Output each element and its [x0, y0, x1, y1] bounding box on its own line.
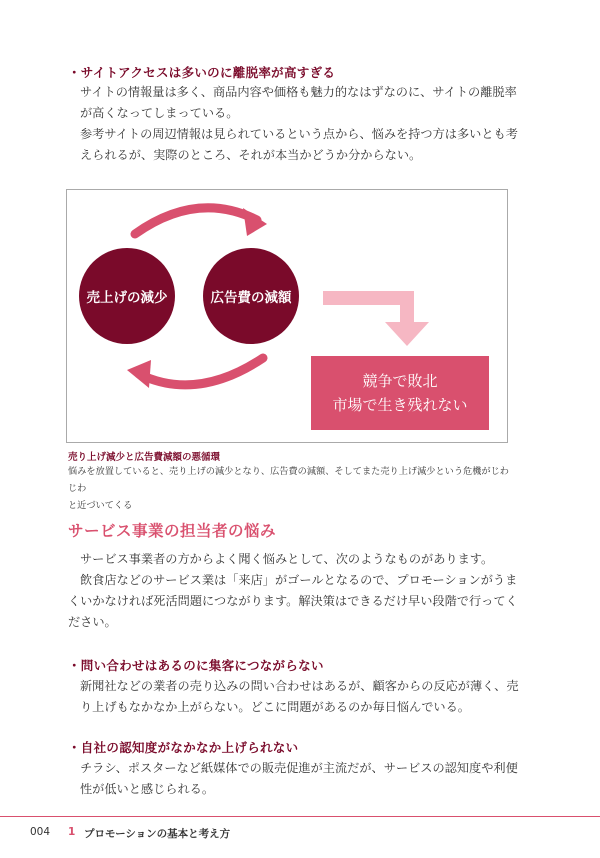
text-line: サービス事業者の方からよく聞く悩みとして、次のようなものがあります。: [80, 552, 494, 566]
chapter-number: 1: [68, 826, 76, 838]
text-line: 参考サイトの周辺情報は見られているという点から、悩みを持つ方は多いとも考: [80, 127, 518, 141]
text-line: チラシ、ポスターなど紙媒体での販売促進が主流だが、サービスの認知度や利便: [80, 761, 518, 775]
text-line: が高くなってしまっている。: [80, 106, 239, 120]
text-line: ださい。: [68, 615, 117, 629]
page-number: 004: [30, 826, 51, 838]
result-line-1: 競争で敗北: [362, 372, 438, 390]
vicious-cycle-figure: [66, 189, 508, 443]
result-box: [311, 356, 489, 430]
caption-line: 悩みを放置していると、売り上げの減少となり、広告費の減額、そしてまた売り上げ減少という危機がじわじわ: [68, 466, 509, 494]
text-line: 性が低いと感じられる。: [80, 782, 215, 796]
figure-caption-text: [68, 463, 518, 514]
bullet-heading-awareness: ・自社の認知度がなかなか上げられない: [68, 740, 299, 755]
text-line: えられるが、実際のところ、それが本当かどうか分からない。: [80, 148, 422, 162]
bottom-cycle-arrow: [139, 358, 263, 385]
section1-body: [80, 82, 520, 166]
bullet-heading-site-access: ・サイトアクセスは多いのに離脱率が高すぎる: [68, 65, 336, 80]
result-line-2: 市場で生き残れない: [332, 396, 468, 414]
bullet2-body: [80, 676, 520, 718]
text-line: 飲食店などのサービス業は「来店」がゴールとなるので、プロモーションがうま: [80, 573, 518, 587]
section2-body: [68, 549, 518, 633]
text-line: り上げもなかなか上がらない。どこに問題があるのか毎日悩んでいる。: [80, 700, 470, 714]
chapter-title: プロモーションの基本と考え方: [84, 828, 231, 840]
text-line: 新聞社などの業者の売り込みの問い合わせはあるが、顧客からの反応が薄く、売: [80, 679, 519, 693]
bottom-arrowhead: [127, 360, 151, 388]
circle-sales-decrease: 売上げの減少: [79, 248, 175, 344]
caption-line: と近づいてくる: [68, 500, 133, 511]
bullet3-body: [80, 758, 520, 800]
section-heading-service: サービス事業の担当者の悩み: [68, 522, 277, 540]
top-cycle-arrow: [135, 208, 257, 234]
top-arrowhead: [243, 208, 267, 236]
figure-caption-title: 売り上げ減少と広告費減額の悪循環: [68, 452, 221, 463]
footer-divider: [0, 816, 600, 817]
result-arrowhead: [385, 322, 429, 346]
text-line: くいかなければ死活問題につながります。解決策はできるだけ早い段階で行ってく: [68, 594, 518, 608]
text-line: サイトの情報量は多く、商品内容や価格も魅力的なはずなのに、サイトの離脱率: [80, 85, 517, 99]
circle-ad-budget-cut: 広告費の減額: [203, 248, 299, 344]
bullet-heading-inquiries: ・問い合わせはあるのに集客につながらない: [68, 658, 324, 673]
